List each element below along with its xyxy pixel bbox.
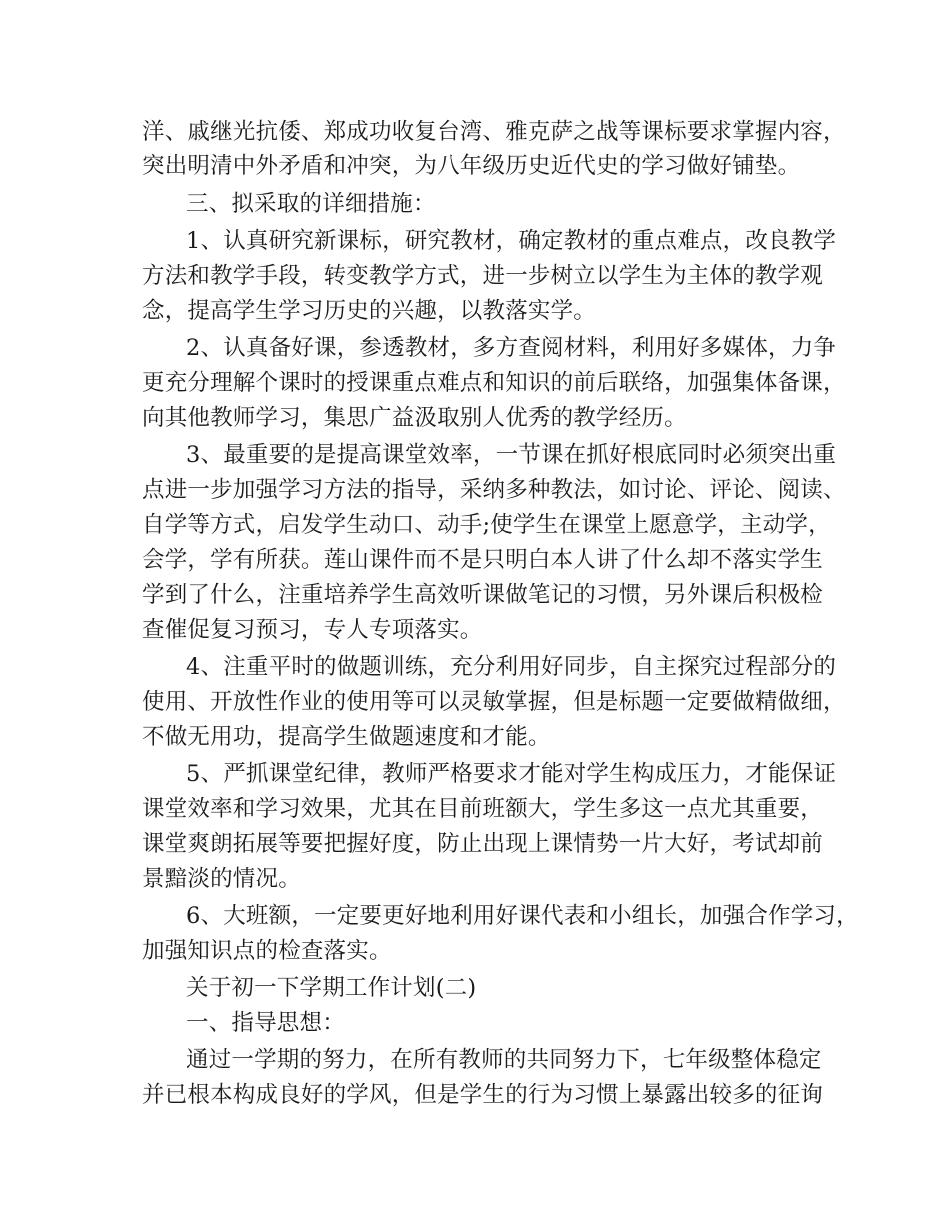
text-line: 方法和教学手段，转变教学方式，进一步树立以学生为主体的教学观	[142, 263, 824, 289]
section-heading: 三、拟采取的详细措施：	[186, 191, 436, 217]
text-line: 课堂效率和学习效果，尤其在目前班额大，学生多这一点尤其重要，	[142, 796, 824, 822]
text-line: 自学等方式，启发学生动口、动手;使学生在课堂上愿意学，主动学，	[142, 512, 831, 538]
text-line: 1、认真研究新课标，研究教材，确定教材的重点难点，改良教学	[186, 228, 837, 254]
text-line: 并已根本构成良好的学风，但是学生的行为习惯上暴露出较多的征询	[142, 1082, 824, 1108]
text-line: 念，提高学生学习历史的兴趣，以教落实学。	[142, 298, 597, 324]
text-line: 更充分理解个课时的授课重点难点和知识的前后联络，加强集体备课，	[142, 370, 846, 396]
text-line: 通过一学期的努力，在所有教师的共同努力下，七年级整体稳定	[186, 1047, 822, 1073]
section-title: 关于初一下学期工作计划(二)	[186, 975, 477, 1001]
text-line: 突出明清中外矛盾和冲突，为八年级历史近代史的学习做好铺垫。	[142, 153, 801, 179]
text-line: 5、严抓课堂纪律，教师严格要求才能对学生构成压力，才能保证	[186, 761, 837, 787]
text-line: 2、认真备好课，参透教材，多方查阅材料，利用好多媒体，力争	[186, 335, 837, 361]
text-line: 课堂爽朗拓展等要把握好度，防止出现上课情势一片大好，考试却前	[142, 831, 824, 857]
text-line: 会学，学有所获。莲山课件而不是只明白本人讲了什么却不落实学生	[142, 547, 824, 573]
text-line: 洋、戚继光抗倭、郑成功收复台湾、雅克萨之战等课标要求掌握内容，	[142, 119, 846, 145]
text-line: 不做无用功，提高学生做题速度和才能。	[142, 724, 551, 750]
text-line: 6、大班额，一定要更好地利用好课代表和小组长，加强合作学习，	[186, 903, 859, 929]
text-line: 点进一步加强学习方法的指导，采纳多种教法，如讨论、评论、阅读、	[142, 477, 846, 503]
text-line: 加强知识点的检查落实。	[142, 938, 392, 964]
text-line: 使用、开放性作业的使用等可以灵敏掌握，但是标题一定要做精做细，	[142, 689, 846, 715]
text-line: 景黯淡的情况。	[142, 866, 301, 892]
text-line: 向其他教师学习，集思广益汲取别人优秀的教学经历。	[142, 405, 687, 431]
section-heading: 一、指导思想：	[186, 1010, 345, 1036]
text-line: 学到了什么，注重培养学生高效听课做笔记的习惯，另外课后积极检	[142, 582, 824, 608]
text-line: 查催促复习预习，专人专项落实。	[142, 617, 483, 643]
text-line: 4、注重平时的做题训练，充分利用好同步，自主探究过程部分的	[186, 654, 837, 680]
text-line: 3、最重要的是提高课堂效率，一节课在抓好根底同时必须突出重	[186, 442, 837, 468]
